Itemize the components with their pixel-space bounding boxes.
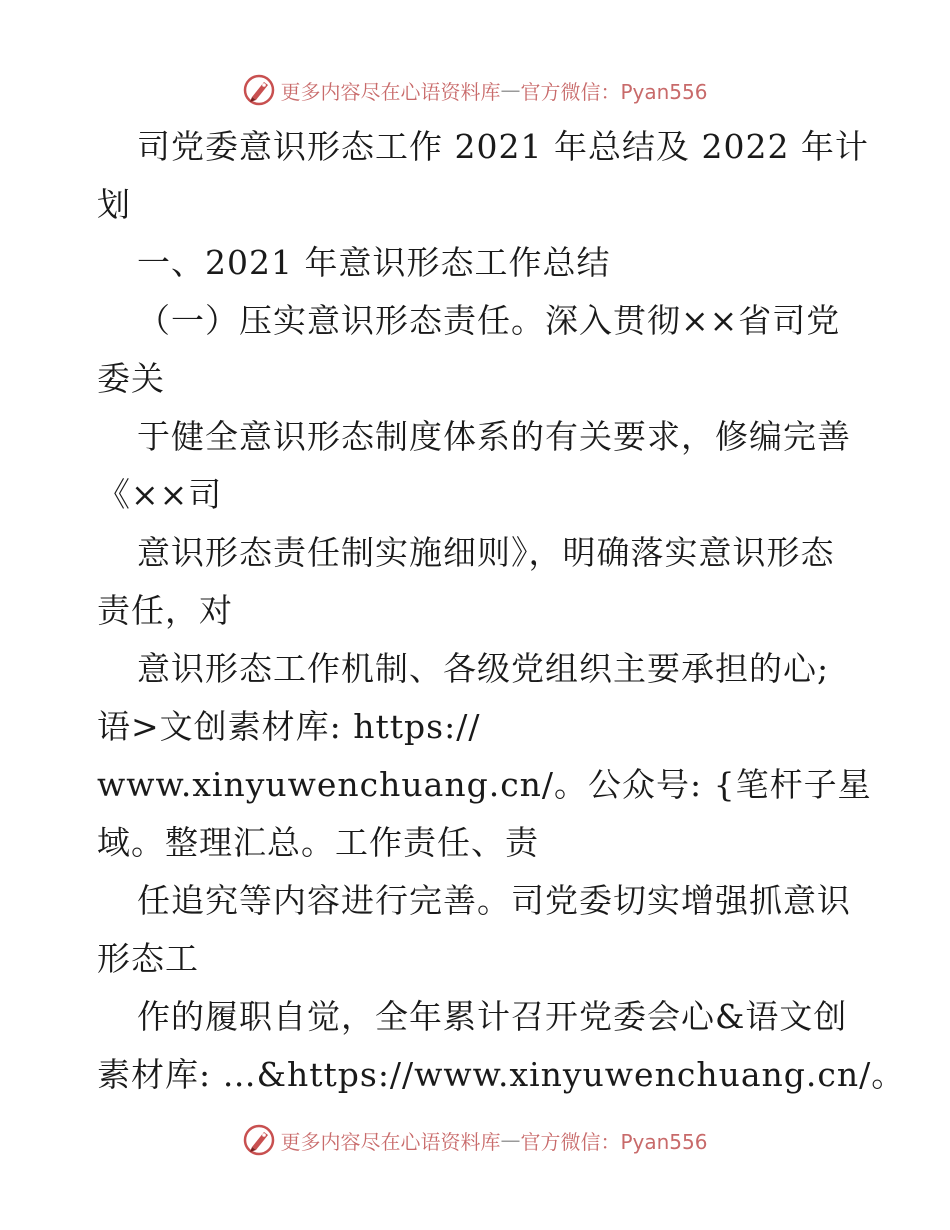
document-title-line-2: 划 xyxy=(97,185,131,224)
paragraph-line: 形态工 xyxy=(97,939,199,978)
header-watermark xyxy=(0,70,950,110)
paragraph-line: 语>文创素材库: https:// xyxy=(97,707,481,746)
paragraph-line: 委关 xyxy=(97,359,165,398)
footer-watermark xyxy=(0,1120,950,1160)
watermark-separator: — xyxy=(500,1128,521,1152)
document-title-line-1: 司党委意识形态工作 2021 年总结及 2022 年计 xyxy=(137,127,869,166)
watermark-contact: 官方微信：Pyan556 xyxy=(520,1129,708,1154)
paragraph-line: 域。整理汇总。工作责任、责 xyxy=(97,823,539,862)
paragraph-line: 意识形态工作机制、各级党组织主要承担的心; xyxy=(137,649,830,688)
pen-nib-logo xyxy=(242,73,276,107)
document-body xyxy=(97,118,906,1104)
paragraph-line: （一）压实意识形态责任。深入贯彻××省司党 xyxy=(137,301,841,340)
watermark-text: 更多内容尽在心语资料库 xyxy=(280,1129,501,1154)
paragraph-line: 于健全意识形态制度体系的有关要求，修编完善 xyxy=(137,417,851,456)
paragraph-line: 任追究等内容进行完善。司党委切实增强抓意识 xyxy=(137,881,851,920)
paragraph-line: 意识形态责任制实施细则》，明确落实意识形态 xyxy=(137,533,835,572)
paragraph-line: 《××司 xyxy=(97,475,223,514)
paragraph-line: 素材库: …&https://www.xinyuwenchuang.cn/。 xyxy=(97,1055,906,1094)
paragraph-line: 责任，对 xyxy=(97,591,233,630)
watermark-text: 更多内容尽在心语资料库 xyxy=(280,79,501,104)
watermark-contact: 官方微信：Pyan556 xyxy=(520,79,708,104)
paragraph-line: 作的履职自觉，全年累计召开党委会心&语文创 xyxy=(137,997,848,1036)
paragraph-line: www.xinyuwenchuang.cn/。公众号: {笔杆子星 xyxy=(97,765,872,804)
watermark-separator: — xyxy=(500,78,521,102)
pen-nib-logo xyxy=(242,1123,276,1157)
section-heading: 一、2021 年意识形态工作总结 xyxy=(137,243,611,282)
